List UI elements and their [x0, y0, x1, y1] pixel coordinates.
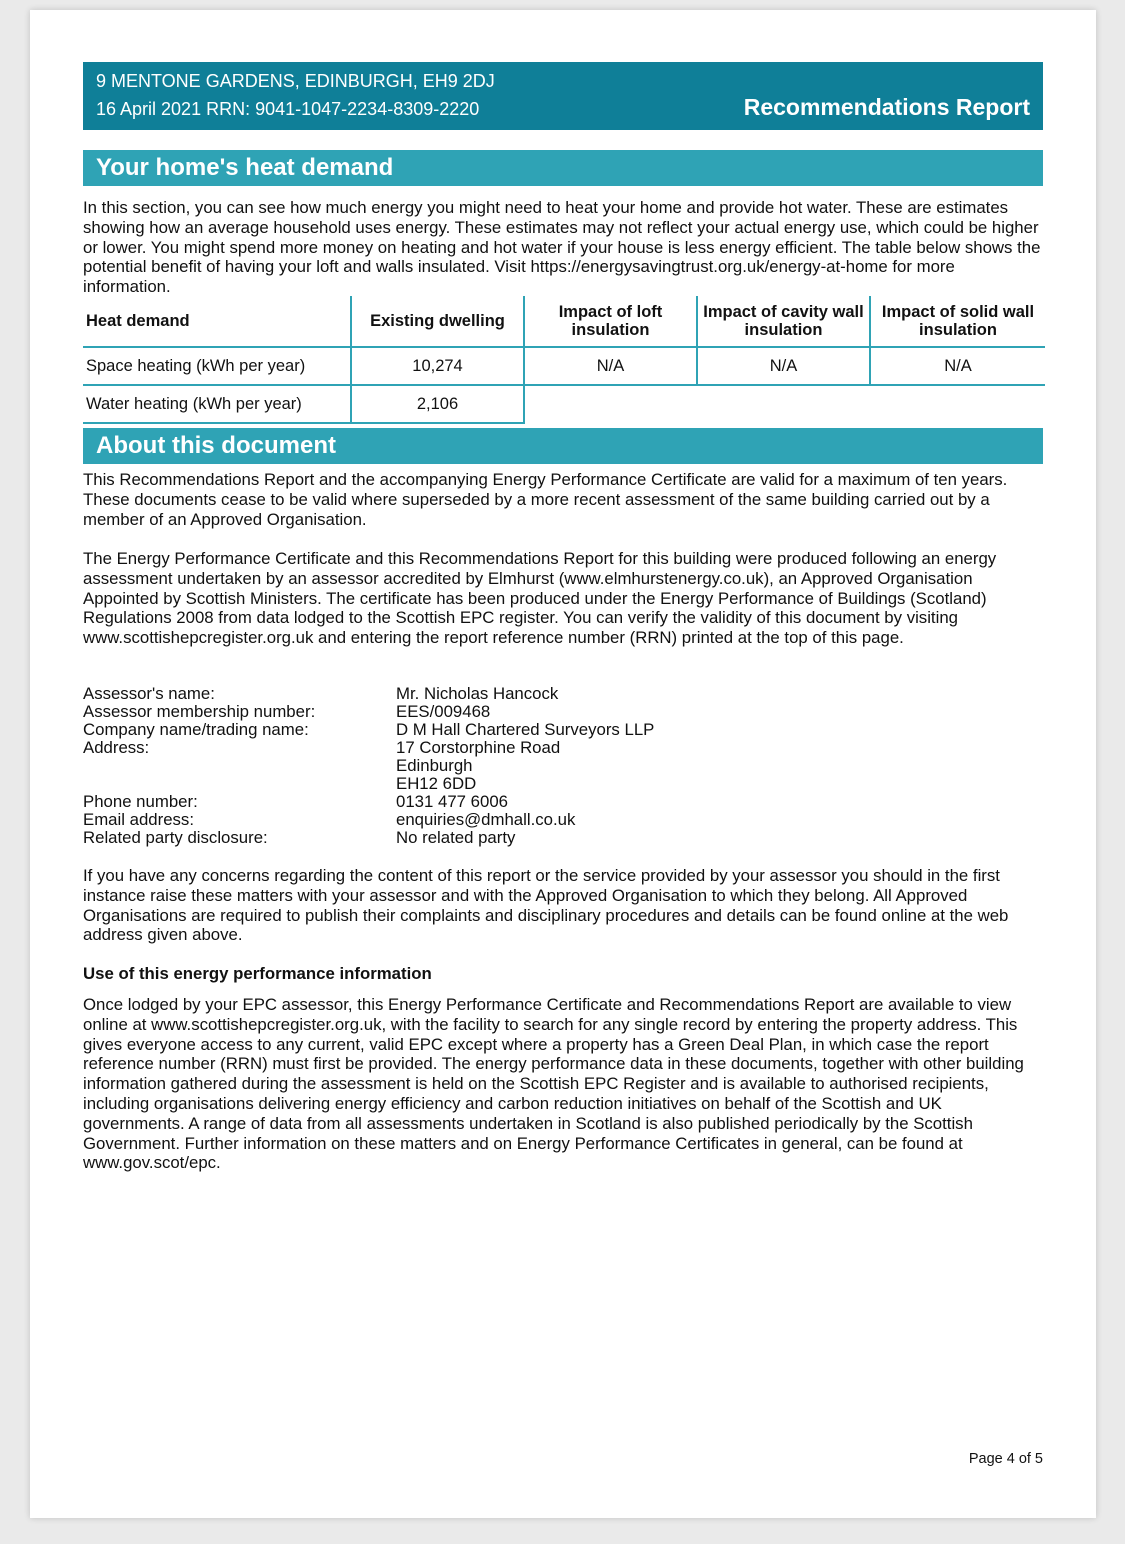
address-label: Address: — [83, 738, 150, 757]
report-title: Recommendations Report — [743, 94, 1030, 120]
email-address: enquiries@dmhall.co.uk — [396, 810, 576, 829]
heat-demand-heading: Your home's heat demand — [83, 150, 1043, 186]
about-paragraph-1: This Recommendations Report and the accompanying Energy Performance Certificate are valid for a maximum of ten years. These documents cease to be valid where superseded by a more recent assessment of the same building carried out by a member of an Approved Organisation. — [83, 470, 1008, 529]
report-header — [83, 62, 1043, 130]
heat-demand-table — [83, 296, 1045, 424]
page-number: Page 4 of 5 — [968, 1451, 1043, 1467]
col-heat-demand: Heat demand — [83, 296, 351, 347]
phone-number: 0131 477 6006 — [396, 792, 508, 811]
col-existing-dwelling: Existing dwelling — [351, 296, 524, 347]
address-line: Edinburgh — [396, 756, 473, 775]
date-and-rrn: 16 April 2021 RRN: 9041-1047-2234-8309-2220 — [96, 99, 480, 119]
solid-value: N/A — [870, 347, 1045, 385]
cavity-value: N/A — [697, 347, 870, 385]
row-label: Water heating (kWh per year) — [83, 385, 351, 423]
col-solid-wall: Impact of solid wall insulation — [870, 296, 1045, 347]
about-paragraph-3: If you have any concerns regarding the content of this report or the service provided by your assessor you should in the first instance raise these matters with your assessor and with the Approved Organisation to which they belong. All Approved Organisations are required to publish their complaints and disciplinary procedures and details can be found online at the web address given above. — [83, 866, 1009, 945]
property-address: 9 MENTONE GARDENS, EDINBURGH, EH9 2DJ — [96, 71, 495, 91]
existing-value: 10,274 — [351, 347, 524, 385]
assessor-name: Mr. Nicholas Hancock — [396, 684, 559, 703]
email-label: Email address: — [83, 810, 194, 829]
col-cavity-wall: Impact of cavity wall insulation — [697, 296, 870, 347]
row-label: Space heating (kWh per year) — [83, 347, 351, 385]
loft-value: N/A — [524, 347, 697, 385]
assessor-name-label: Assessor's name: — [83, 684, 215, 703]
about-paragraph-4: Once lodged by your EPC assessor, this Energy Performance Certificate and Recommendations Report are available to view online at www.scottishepcregister.org.uk, with the facility to search for any single record by entering the property address. This gives everyone access to any current, valid EPC except where a property has a Green Deal Plan, in which case the report reference number (RRN) must first be provided. The energy performance data in these documents, together with other building information gathered during the assessment is held on the Scottish EPC Register and is available to authorised recipients, including organisations delivering energy efficiency and carbon reduction initiatives on behalf of the Scottish and UK governments. A range of data from all assessments undertaken in Scotland is also published periodically by the Scottish Government. Further information on these matters and on Energy Performance Certificates in general, can be found at www.gov.scot/epc. — [83, 995, 1024, 1173]
membership-number: EES/009468 — [396, 702, 491, 721]
company-name: D M Hall Chartered Surveyors LLP — [396, 720, 655, 739]
about-document-heading: About this document — [83, 428, 1043, 464]
address-line: EH12 6DD — [396, 774, 477, 793]
table-row — [83, 385, 1045, 423]
related-party-disclosure: No related party — [396, 828, 516, 847]
table-header-row — [83, 296, 1045, 347]
col-loft-insulation: Impact of loft insulation — [524, 296, 697, 347]
about-paragraph-2: The Energy Performance Certificate and this Recommendations Report for this building were produced following an energy assessment undertaken by an assessor accredited by Elmhurst (www.elmhurstenergy.co.uk), an Approved Organisation Appointed by Scottish Ministers. The certificate has been produced under the Energy Performance of Buildings (Scotland) Regulations 2008 from data lodged to the Scottish EPC register. You can verify the validity of this document by visiting www.scottishepcregister.org.uk and entering the report reference number (RRN) printed at the top of this page. — [83, 549, 997, 648]
address-line: 17 Corstorphine Road — [396, 738, 561, 757]
existing-value: 2,106 — [351, 385, 524, 423]
table-row — [83, 347, 1045, 385]
company-label: Company name/trading name: — [83, 720, 309, 739]
use-of-information-heading: Use of this energy performance information — [83, 964, 432, 983]
phone-label: Phone number: — [83, 792, 198, 811]
disclosure-label: Related party disclosure: — [83, 828, 268, 847]
membership-label: Assessor membership number: — [83, 702, 316, 721]
heat-demand-intro: In this section, you can see how much energy you might need to heat your home and provide hot water. These are estimates showing how an average household uses energy. These estimates may not reflect your actual energy use, which could be higher or lower. You might spend more money on heating and hot water if your house is less energy efficient. The table below shows the potential benefit of having your loft and walls insulated. Visit https://energysavingtrust.org.uk/energy-at-home for more information. — [83, 198, 1041, 297]
